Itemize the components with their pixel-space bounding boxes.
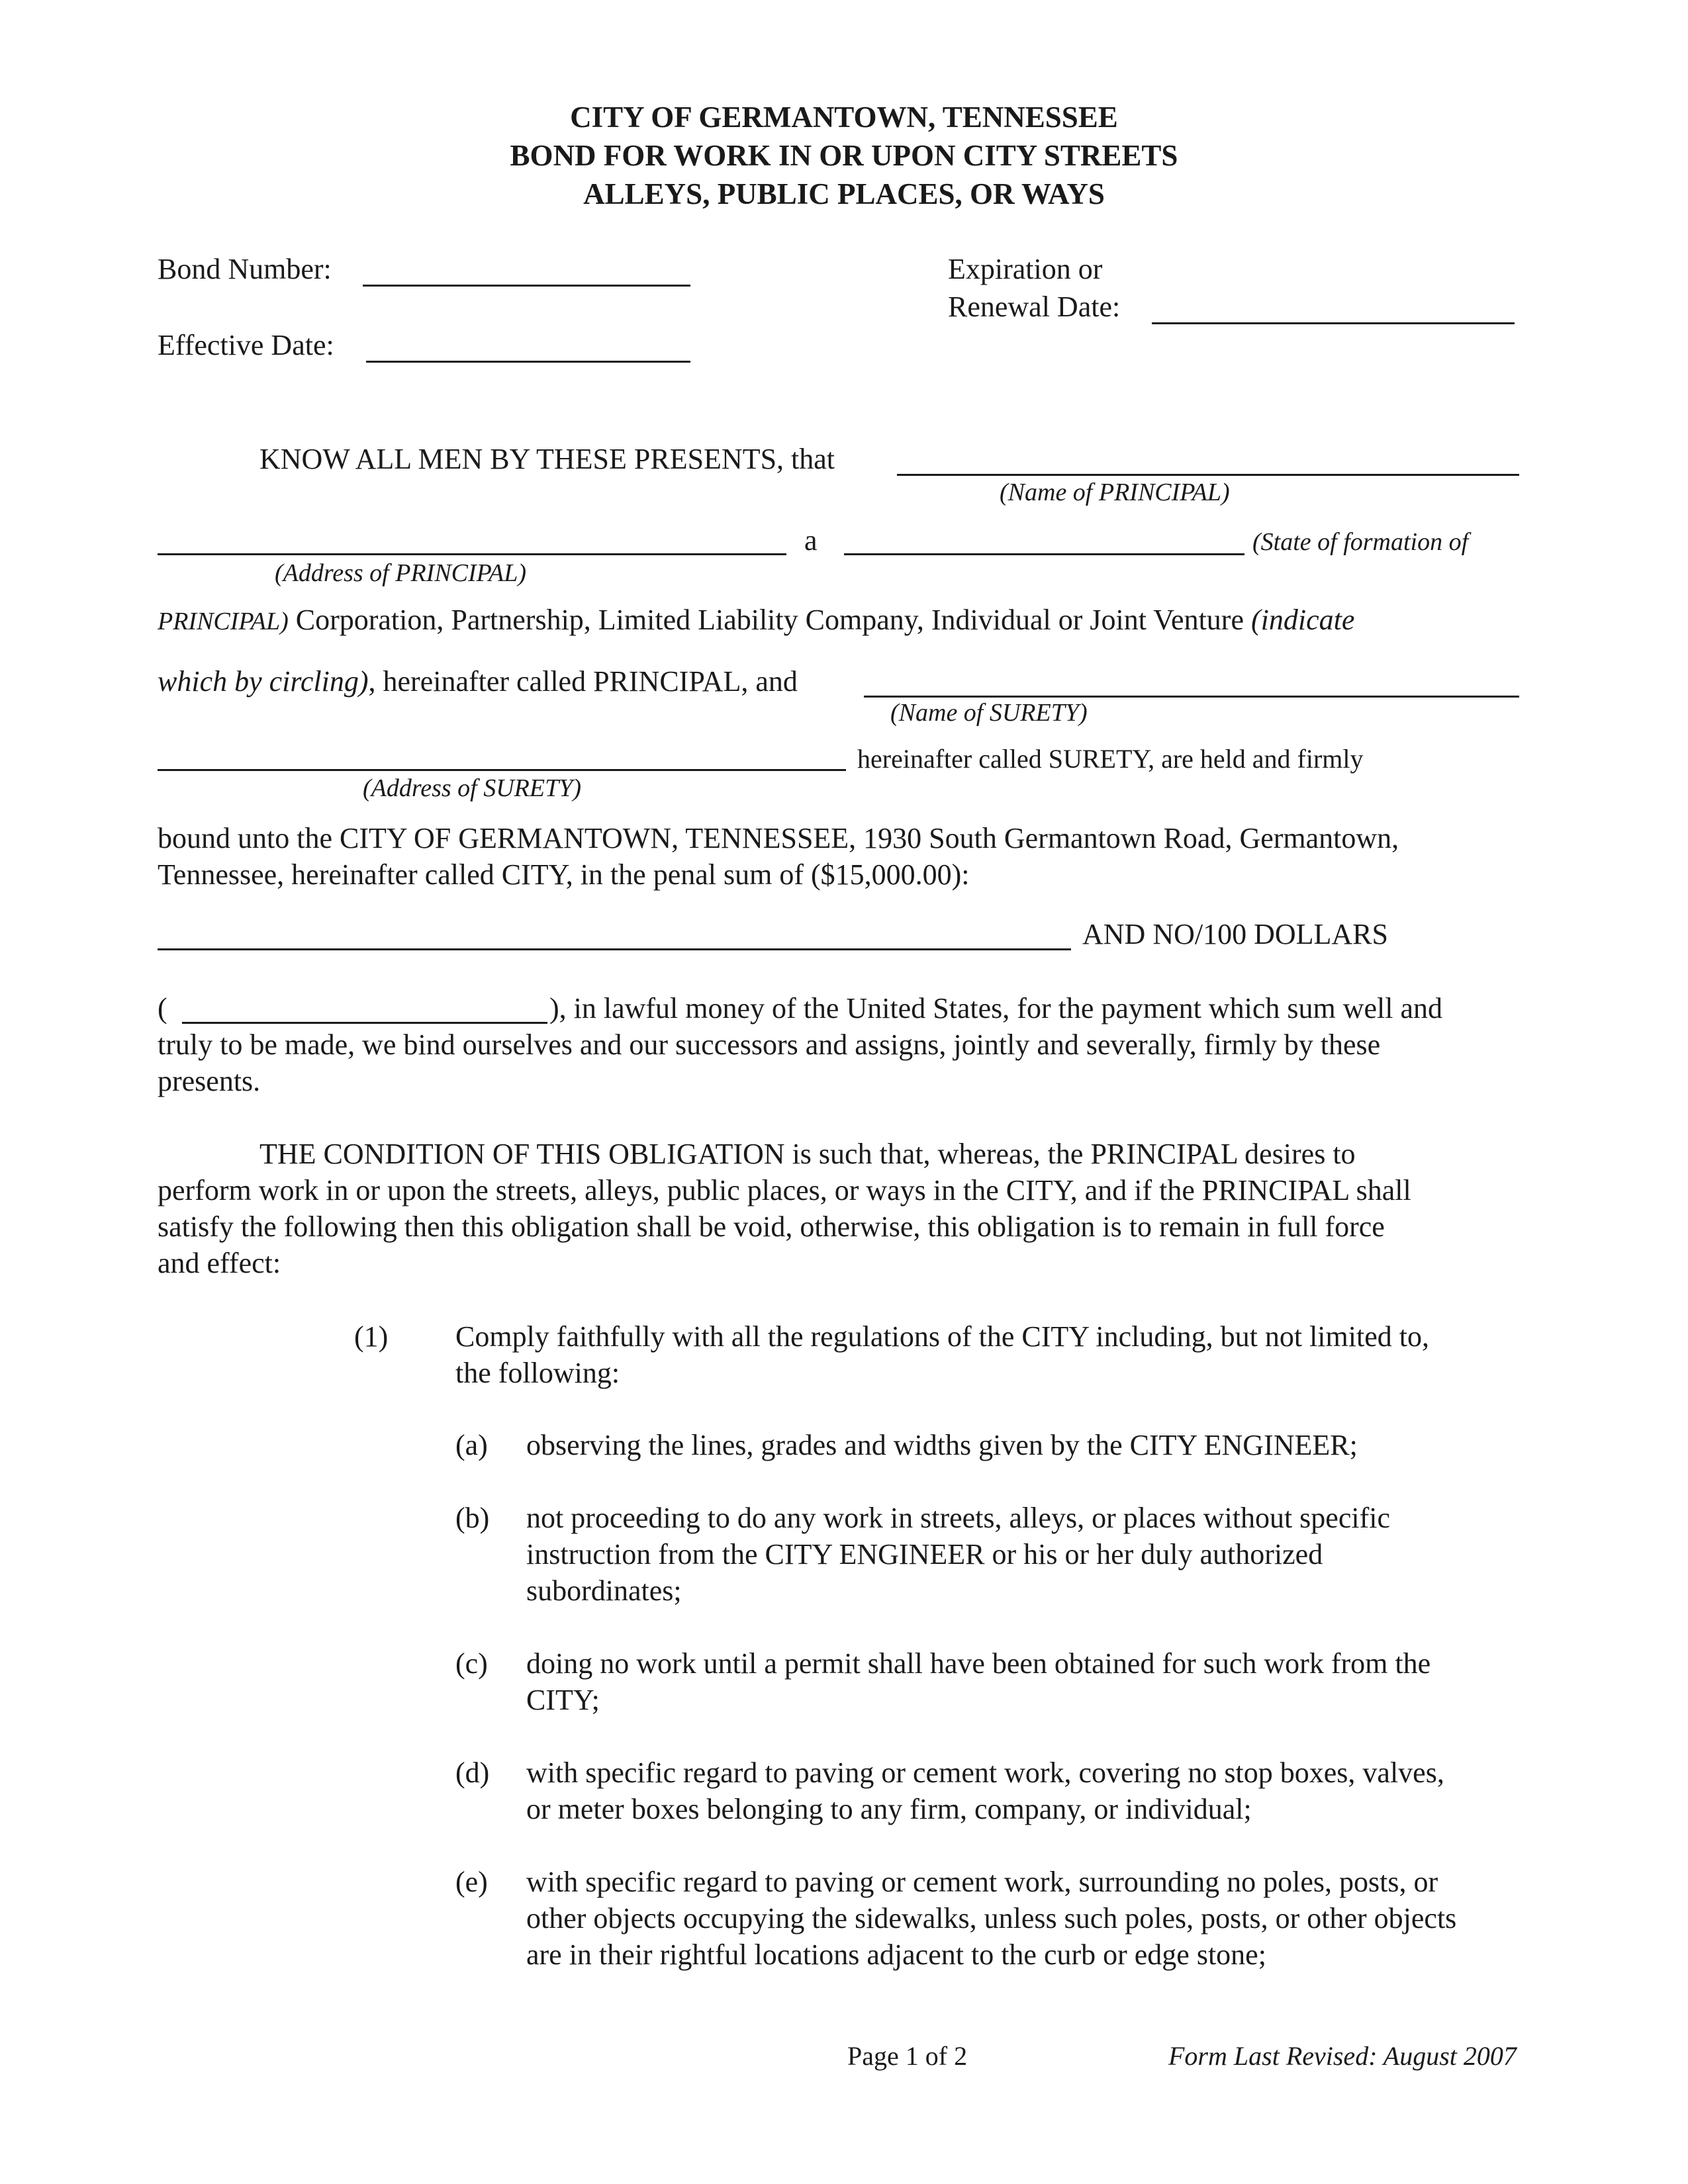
condition-line4: and effect: [158, 1247, 281, 1279]
a-text: a [804, 524, 818, 557]
item-1-line1: Comply faithfully with all the regulations of the CITY including, but not limited to, [455, 1320, 1429, 1353]
penal-sum-figures-field[interactable] [182, 1022, 547, 1024]
condition-line1: THE CONDITION OF THIS OBLIGATION is such that, whereas, the PRINCIPAL desires to [259, 1138, 1356, 1170]
lawful-line2: truly to be made, we bind ourselves and our successors and assigns, jointly and severally, firmly by these [158, 1028, 1381, 1061]
item-b-line2: instruction from the CITY ENGINEER or his or her duly authorized [526, 1538, 1323, 1570]
page-number: Page 1 of 2 [847, 2041, 968, 2071]
item-e-line3: are in their rightful locations adjacent to the curb or edge stone; [526, 1938, 1266, 1971]
form-revised-date: Form Last Revised: August 2007 [1168, 2041, 1517, 2071]
item-1-line2: the following: [455, 1357, 620, 1389]
bond-number-field[interactable] [363, 285, 690, 287]
hereinafter-principal-text: , hereinafter called PRINCIPAL, and [368, 665, 798, 698]
item-c-label: (c) [455, 1647, 488, 1680]
which-by-line [158, 667, 798, 696]
item-c-line2: CITY; [526, 1684, 600, 1716]
item-a-label: (a) [455, 1429, 488, 1461]
renewal-date-label: Renewal Date: [948, 291, 1121, 323]
doc-title-line3: ALLEYS, PUBLIC PLACES, OR WAYS [583, 177, 1105, 210]
item-e-line1: with specific regard to paving or cement work, surrounding no poles, posts, or [526, 1866, 1438, 1898]
hereinafter-surety-text: hereinafter called SURETY, are held and firmly [857, 744, 1364, 774]
item-1-number: (1) [354, 1320, 389, 1353]
item-a-line1: observing the lines, grades and widths given by the CITY ENGINEER; [526, 1429, 1358, 1461]
item-c-line1: doing no work until a permit shall have been obtained for such work from the [526, 1647, 1431, 1680]
and-no-dollars-text: AND NO/100 DOLLARS [1082, 918, 1388, 950]
entity-type-line [158, 606, 1354, 635]
item-e-label: (e) [455, 1866, 488, 1898]
penal-sum-words-field[interactable] [158, 948, 1071, 950]
item-b-label: (b) [455, 1502, 490, 1534]
condition-line2: perform work in or upon the streets, alleys, public places, or ways in the CITY, and if the PRINCIPAL shall [158, 1174, 1411, 1206]
item-d-line1: with specific regard to paving or cement work, covering no stop boxes, valves, [526, 1756, 1444, 1789]
item-d-line2: or meter boxes belonging to any firm, company, or individual; [526, 1793, 1252, 1825]
lawful-line1: ), in lawful money of the United States, for the payment which sum well and [549, 992, 1443, 1024]
open-paren: ( [158, 992, 167, 1024]
principal-close-text: PRINCIPAL) [158, 608, 289, 635]
entity-types-text: Corporation, Partnership, Limited Liability Company, Individual or Joint Venture [288, 604, 1251, 636]
bound-line2: Tennessee, hereinafter called CITY, in the penal sum of ($15,000.00): [158, 858, 970, 891]
condition-line3: satisfy the following then this obligation shall be void, otherwise, this obligation is to remain in full force [158, 1210, 1385, 1243]
lawful-line3: presents. [158, 1065, 261, 1097]
indicate-text: (indicate [1250, 604, 1355, 636]
surety-name-field[interactable] [864, 696, 1519, 698]
item-b-line1: not proceeding to do any work in streets, alleys, or places without specific [526, 1502, 1390, 1534]
expiration-label: Expiration or [948, 253, 1103, 285]
principal-name-caption: (Name of PRINCIPAL) [1000, 478, 1230, 506]
item-d-label: (d) [455, 1756, 490, 1789]
principal-address-caption: (Address of PRINCIPAL) [275, 559, 526, 587]
know-all-text: KNOW ALL MEN BY THESE PRESENTS, that [259, 443, 835, 475]
which-by-text: which by circling) [158, 665, 369, 698]
effective-date-field[interactable] [366, 361, 690, 363]
doc-title-line2: BOND FOR WORK IN OR UPON CITY STREETS [510, 139, 1178, 172]
state-formation-caption: (State of formation of [1252, 528, 1469, 556]
item-b-line3: subordinates; [526, 1574, 682, 1607]
principal-name-field[interactable] [897, 474, 1519, 476]
surety-address-caption: (Address of SURETY) [363, 774, 582, 802]
item-e-line2: other objects occupying the sidewalks, unless such poles, posts, or other objects [526, 1902, 1457, 1934]
effective-date-label: Effective Date: [158, 329, 334, 361]
doc-title-line1: CITY OF GERMANTOWN, TENNESSEE [570, 101, 1118, 134]
renewal-date-field[interactable] [1152, 322, 1515, 324]
principal-address-field[interactable] [158, 553, 786, 555]
bound-line1: bound unto the CITY OF GERMANTOWN, TENNESSEE, 1930 South Germantown Road, Germantown, [158, 822, 1399, 854]
surety-address-field[interactable] [158, 769, 846, 771]
surety-name-caption: (Name of SURETY) [890, 699, 1088, 727]
bond-number-label: Bond Number: [158, 253, 332, 285]
principal-state-field[interactable] [844, 553, 1244, 555]
